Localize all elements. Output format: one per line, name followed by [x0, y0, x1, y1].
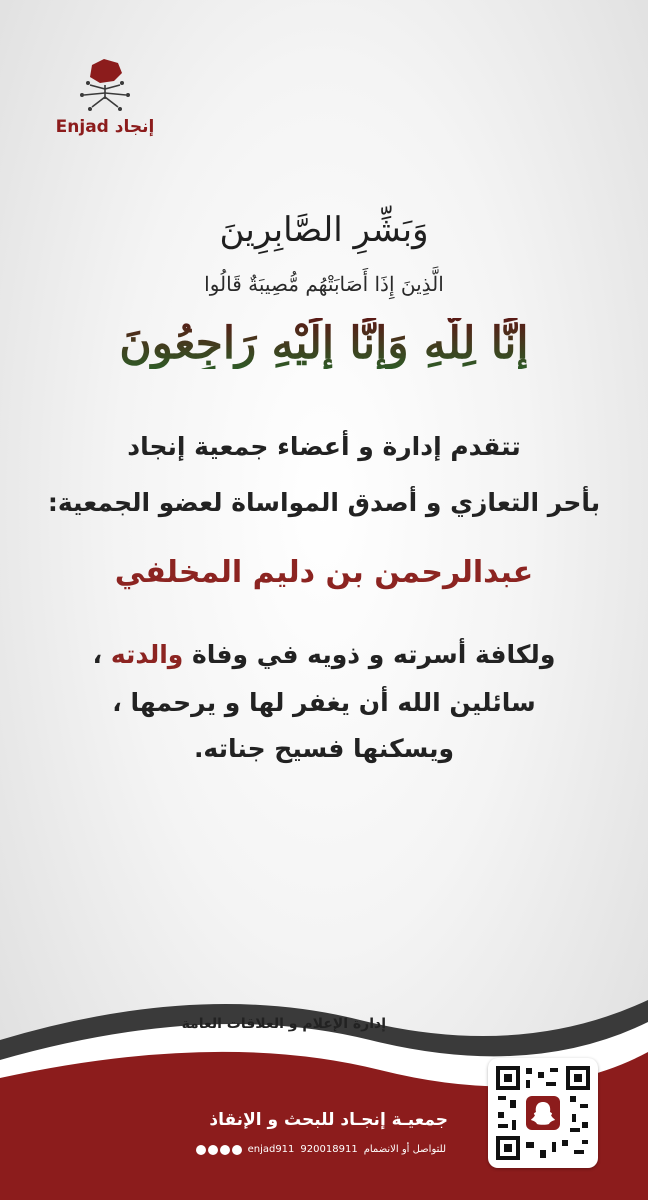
phone-number[interactable]: 920018911 [300, 1144, 358, 1155]
social-handle[interactable]: enjad911 [247, 1144, 295, 1155]
condolence-highlight: والدته [110, 640, 184, 669]
enjad-logo [40, 55, 170, 145]
department-label: إدارة الإعلام و العلاقات العامة [181, 1016, 386, 1032]
intro-line-2: بأحر التعازي و أصدق المواساة لعضو الجمعية: [47, 488, 601, 517]
verse-line-1: وَبَشِّرِ الصَّابِرِينَ [219, 210, 429, 250]
verse-line-3: إِنَّا لِلَّهِ وَإِنَّا إِلَيْهِ رَاجِعُونَ [0, 318, 648, 369]
qr-code-icon [496, 1066, 590, 1160]
condolence-line-3: ويسكنها فسيح جناته. [193, 734, 455, 763]
member-name: عبدالرحمن بن دليم المخلفي [114, 555, 534, 590]
enjad-logo-icon [70, 55, 140, 115]
verse-line-2: الَّذِينَ إِذَا أَصَابَتْهُم مُّصِيبَةٌ قَالُوا [204, 272, 444, 296]
condolence-line-1-start: ولكافة أسرته و ذويه في وفاة [183, 640, 556, 669]
condolence-line-1 [0, 640, 648, 669]
condolence-line-2: سائلين الله أن يغفر لها و يرحمها ، [112, 688, 536, 717]
condolence-line-1-end: ، [92, 640, 111, 669]
intro-line-1: تتقدم إدارة و أعضاء جمعية إنجاد [127, 432, 521, 461]
organization-name: جمعيـة إنجـاد للبحث و الإنقاذ [209, 1110, 448, 1130]
social-icons [196, 1145, 242, 1155]
logo-text: Enjad إنجاد [55, 117, 155, 137]
contact-info [196, 1144, 446, 1155]
qr-code[interactable] [488, 1058, 598, 1168]
contact-label: للتواصل أو الانضمام [363, 1144, 446, 1155]
